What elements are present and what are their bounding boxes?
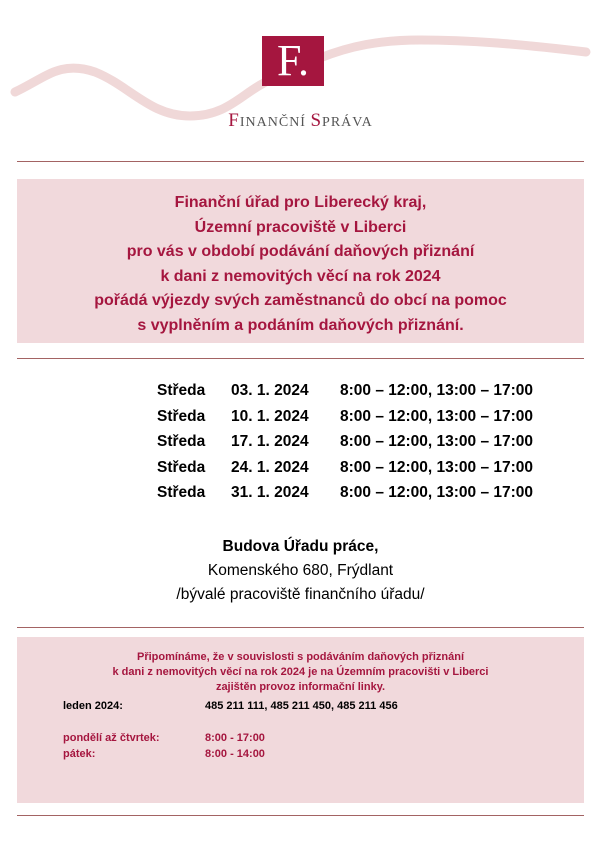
brand-wordmark: FINANČNÍ SPRÁVA bbox=[228, 110, 373, 131]
schedule-date: 31. 1. 2024 bbox=[231, 484, 309, 501]
intro-panel bbox=[17, 179, 584, 343]
logo-mark: F. bbox=[262, 36, 324, 86]
schedule-date: 24. 1. 2024 bbox=[231, 458, 309, 476]
intro-line: s vyplněním a podáním daňových přiznání. bbox=[137, 316, 464, 334]
schedule-row bbox=[157, 458, 533, 484]
schedule-day: Středa bbox=[157, 433, 206, 450]
intro-line: pořádá výjezdy svých zaměstnanců do obcí na pomoc bbox=[94, 292, 507, 309]
hours-time: 8:00 - 14:00 bbox=[205, 748, 265, 760]
info-text bbox=[17, 650, 584, 695]
schedule-date: 17. 1. 2024 bbox=[231, 433, 309, 450]
schedule-day: Středa bbox=[157, 407, 206, 425]
hours-time: 8:00 - 17:00 bbox=[205, 732, 265, 744]
intro-line: k dani z nemovitých věcí na rok 2024 bbox=[160, 267, 441, 285]
schedule-date: 03. 1. 2024 bbox=[231, 382, 309, 399]
phone-row bbox=[63, 699, 398, 713]
schedule-date: 10. 1. 2024 bbox=[231, 407, 309, 425]
divider-top bbox=[17, 161, 584, 162]
schedule-hours: 8:00 – 12:00, 13:00 – 17:00 bbox=[340, 484, 534, 501]
info-panel bbox=[17, 637, 584, 803]
venue-name: Budova Úřadu práce, bbox=[222, 538, 379, 555]
phone-label: leden 2024: bbox=[63, 700, 123, 712]
hours-row bbox=[63, 731, 265, 745]
phone-numbers: 485 211 111, 485 211 450, 485 211 456 bbox=[205, 700, 398, 712]
schedule-day: Středa bbox=[157, 484, 206, 501]
schedule-hours: 8:00 – 12:00, 13:00 – 17:00 bbox=[340, 382, 534, 399]
info-line: Připomínáme, že v souvislosti s podáváním daňových přiznání bbox=[136, 651, 465, 663]
schedule-row bbox=[157, 432, 533, 458]
venue-address: Komenského 680, Frýdlant bbox=[207, 562, 394, 579]
schedule-row bbox=[157, 483, 533, 509]
intro-line: Územní pracoviště v Liberci bbox=[194, 218, 407, 236]
divider-intro bbox=[17, 358, 584, 359]
intro-line: pro vás v období podávání daňových přiznání bbox=[126, 243, 475, 260]
info-line: zajištěn provoz informační linky. bbox=[215, 681, 386, 693]
hours-row bbox=[63, 747, 265, 761]
schedule-row bbox=[157, 381, 533, 407]
venue-note: /bývalé pracoviště finančního úřadu/ bbox=[176, 586, 425, 603]
divider-bottom bbox=[17, 815, 584, 816]
venue-block bbox=[0, 535, 601, 607]
schedule-hours: 8:00 – 12:00, 13:00 – 17:00 bbox=[340, 458, 534, 476]
hours-label: pondělí až čtvrtek: bbox=[63, 732, 160, 744]
schedule-day: Středa bbox=[157, 458, 206, 476]
schedule-list bbox=[157, 381, 533, 509]
intro-line: Finanční úřad pro Liberecký kraj, bbox=[174, 194, 427, 211]
schedule-hours: 8:00 – 12:00, 13:00 – 17:00 bbox=[340, 407, 534, 425]
info-line: k dani z nemovitých věcí na rok 2024 je na Územním pracovišti v Liberci bbox=[112, 666, 489, 678]
schedule-row bbox=[157, 407, 533, 433]
divider-info-top bbox=[17, 627, 584, 628]
hours-label: pátek: bbox=[63, 748, 96, 760]
schedule-hours: 8:00 – 12:00, 13:00 – 17:00 bbox=[340, 433, 534, 450]
schedule-day: Středa bbox=[157, 382, 206, 399]
